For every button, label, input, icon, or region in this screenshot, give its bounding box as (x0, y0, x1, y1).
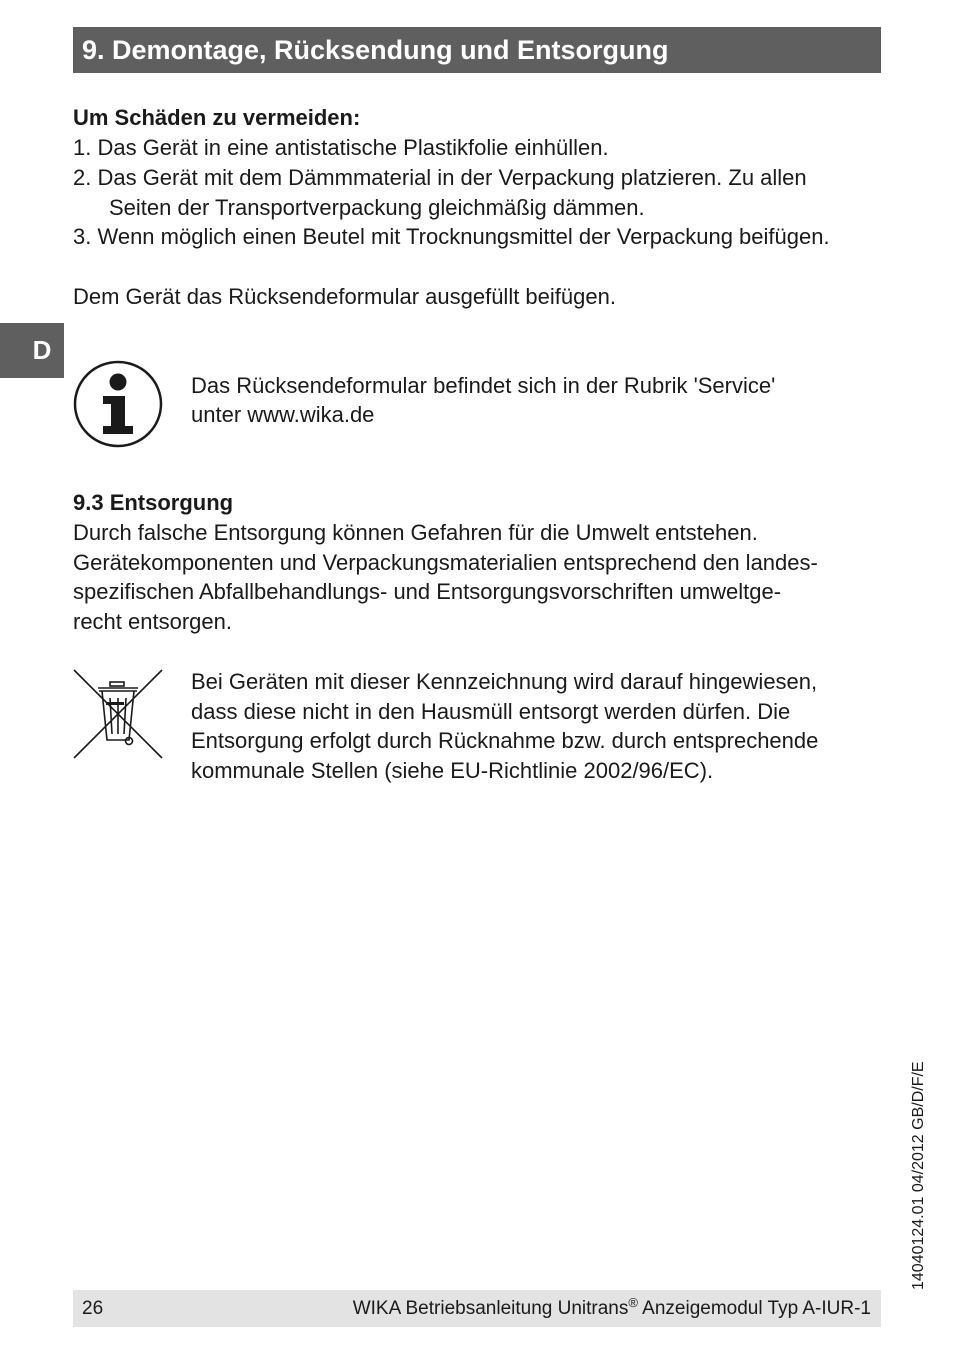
document-code: 14040124.01 04/2012 GB/D/F/E (910, 1061, 927, 1290)
disposal-line-4: recht entsorgen. (73, 609, 232, 634)
info-note-line-2: unter www.wika.de (191, 402, 375, 427)
damage-step-2-continued: Seiten der Transportverpackung gleichmäßig dämmen. (109, 195, 645, 220)
info-note-line-1: Das Rücksendeformular befindet sich in der Rubrik 'Service' (191, 373, 776, 398)
return-form-note: Dem Gerät das Rücksendeformular ausgefüllt beifügen. (73, 284, 616, 309)
weee-note-line-4: kommunale Stellen (siehe EU-Richtlinie 2002/96/EC). (191, 758, 714, 783)
damage-heading: Um Schäden zu vermeiden: (73, 105, 361, 130)
page-number: 26 (82, 1298, 104, 1319)
disposal-line-1: Durch falsche Entsorgung können Gefahren für die Umwelt entstehen. (73, 520, 758, 545)
weee-note-line-1: Bei Geräten mit dieser Kennzeichnung wird darauf hingewiesen, (191, 669, 818, 694)
crossed-out-bin-icon (72, 668, 164, 765)
page-footer (73, 1290, 881, 1327)
footer-title (353, 1290, 871, 1327)
footer-title-suffix: Anzeigemodul Typ A-IUR-1 (637, 1298, 871, 1319)
disposal-heading: 9.3 Entsorgung (73, 490, 234, 515)
section-title: 9. Demontage, Rücksendung und Entsorgung (82, 35, 669, 65)
language-tab (0, 323, 64, 378)
language-tab-label: D (32, 335, 52, 365)
section-header (73, 27, 881, 73)
info-icon (73, 360, 163, 453)
damage-step-2: 2. Das Gerät mit dem Dämmmaterial in der Verpackung platzieren. Zu allen (73, 165, 807, 190)
weee-note-line-3: Entsorgung erfolgt durch Rücknahme bzw. durch entsprechende (191, 728, 819, 753)
disposal-line-3: spezifischen Abfallbehandlungs- und Entsorgungsvorschriften umweltge- (73, 579, 782, 604)
damage-step-1: 1. Das Gerät in eine antistatische Plastikfolie einhüllen. (73, 135, 609, 160)
damage-step-3: 3. Wenn möglich einen Beutel mit Trocknungsmittel der Verpackung beifügen. (73, 224, 830, 249)
footer-title-prefix: WIKA Betriebsanleitung Unitrans (352, 1298, 629, 1319)
disposal-line-2: Gerätekomponenten und Verpackungsmaterialien entsprechend den landes- (73, 550, 818, 575)
weee-note-line-2: dass diese nicht in den Hausmüll entsorgt werden dürfen. Die (191, 699, 791, 724)
registered-mark: ® (628, 1295, 638, 1310)
